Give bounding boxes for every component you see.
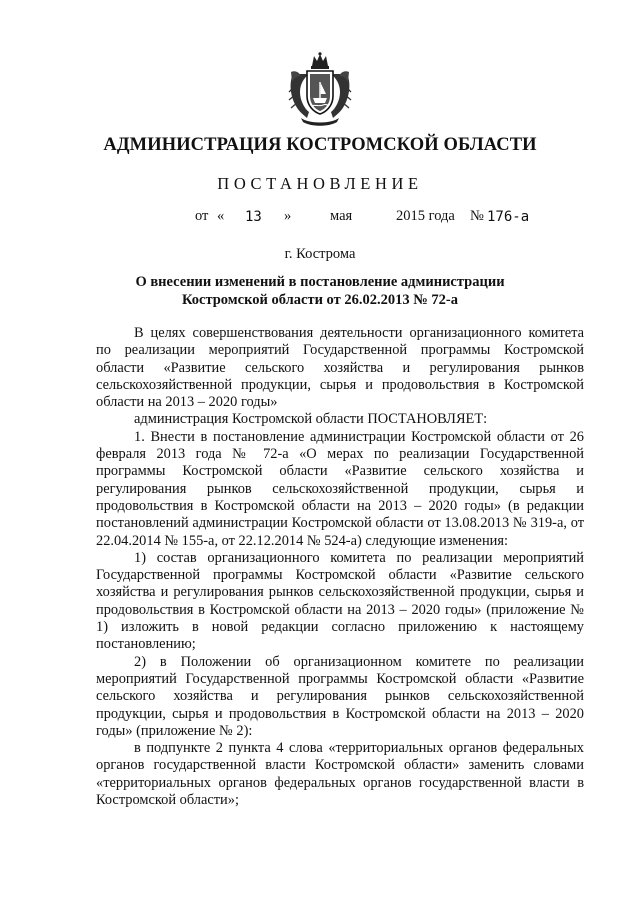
body-paragraph: 1. Внести в постановление администрации Костромской области от 26 февраля 2013 года № 72-а «О мерах по реализации Государственной программы Костромской области «Развитие сельского хозяйства и регулирования рынков сельскохозяйственной продукции, сырья и продовольствия в Костромской области на 2013 – 2020 годы» (в редакции постановлений администрации Костромской области от 13.08.2013 № 319-а, от 22.04.2014 № 155-а, от 22.12.2014 № 524-а) следующие изменения: — [96, 428, 584, 549]
document-date-line — [0, 208, 640, 228]
coat-of-arms-emblem — [285, 52, 355, 126]
document-number-label: № — [470, 208, 484, 224]
date-month: мая — [330, 208, 353, 224]
body-paragraph: 2) в Положении об организационном комитете по реализации мероприятий Государственной программы Костромской области «Развитие сельского хозяйства и регулирования рынков сельскохозяйственной продукции, сырья и продовольствия в Костромской области на 2013 – 2020 годы» (приложение № 2): — [96, 653, 584, 739]
heading-line-2: Костромской области от 26.02.2013 № 72-а — [181, 292, 459, 308]
date-close-quote: » — [284, 208, 292, 224]
date-prefix: от — [195, 208, 209, 224]
body-paragraph: В целях совершенствования деятельности организационного комитета по реализации мероприятий Государственной программы Костромской области «Развитие сельского хозяйства и регулирования рынков сельскохозяйственной продукции, сырья и продовольствия в Костромской области на 2013 – 2020 годы» — [96, 325, 584, 411]
body-paragraph: в подпункте 2 пункта 4 слова «территориальных органов федеральных органов государственной власти Костромской области» заменить словами «территориальных органов федеральных органов государственной власти в Костромской области»; — [96, 740, 584, 809]
document-body — [96, 325, 584, 809]
date-year: 2015 года — [396, 208, 455, 224]
body-paragraph: администрация Костромской области ПОСТАНОВЛЯЕТ: — [134, 411, 488, 428]
heading-line-1: О внесении изменений в постановление администрации — [135, 274, 505, 290]
organization-title: АДМИНИСТРАЦИЯ КОСТРОМСКОЙ ОБЛАСТИ — [103, 135, 537, 155]
document-city: г. Кострома — [284, 246, 356, 262]
document-heading — [60, 273, 580, 309]
date-day: 13 — [245, 209, 262, 225]
document-type: ПОСТАНОВЛЕНИЕ — [217, 174, 423, 193]
document-number: 176-а — [487, 209, 530, 225]
date-open-quote: « — [217, 208, 225, 224]
body-paragraph: 1) состав организационного комитета по реализации мероприятий Государственной программы Костромской области «Развитие сельского хозяйства и регулирования рынков сельскохозяйственной продукции, сырья и продовольствия в Костромской области на 2013 – 2020 годы» (приложение № 1) изложить в новой редакции согласно приложению к настоящему постановлению; — [96, 549, 584, 653]
